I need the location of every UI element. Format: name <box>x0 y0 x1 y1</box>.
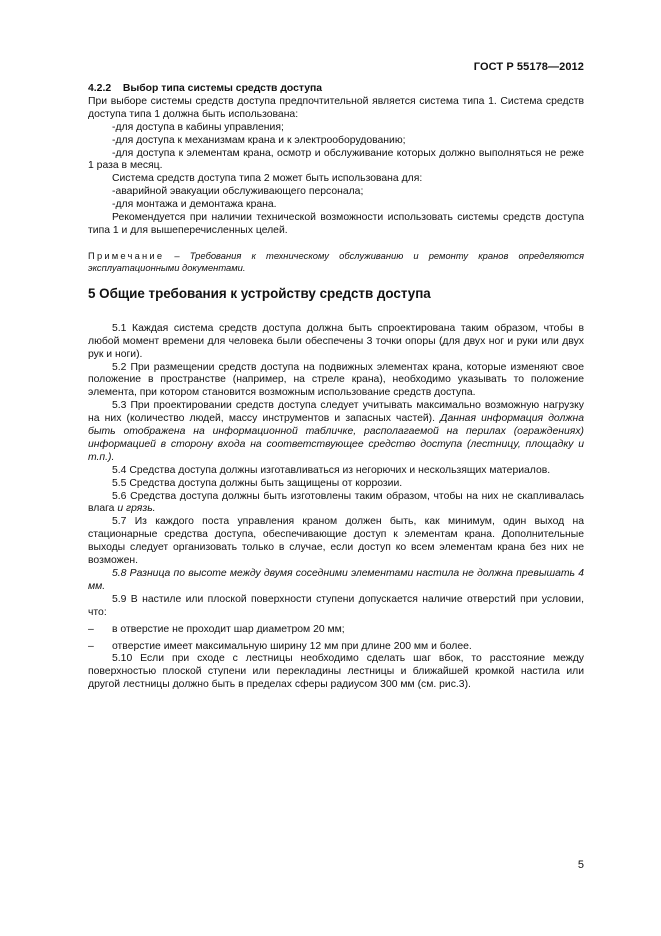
subsection-number: 4.2.2 <box>88 83 112 94</box>
dash-marker: – <box>88 640 94 652</box>
note-text: – Требования к техническому обслуживанию и ремонту кранов определяются эксплуатационными документами. <box>88 249 584 273</box>
list-item-dash <box>88 624 584 637</box>
note <box>88 250 584 274</box>
paragraph-5-10: 5.10 Если при сходе с лестницы необходимо сделать шаг вбок, то расстояние между поверхностью плоской ступени или перекладины лестницы и ближайшей кромкой настила или другой лестницы должно быть в пределах сферы радиусом 300 мм (см. рис.3). <box>88 653 584 691</box>
subsection-title: Выбор типа системы средств доступа <box>122 83 323 94</box>
paragraph-5-9: 5.9 В настиле или плоской поверхности ступени допускается наличие отверстий при условии, что: <box>88 593 584 618</box>
list-item: -для доступа к механизмам крана и к электрооборудованию; <box>112 134 406 146</box>
paragraph-5-7: 5.7 Из каждого поста управления краном должен быть, как минимум, один выход на стационарные средства доступа, обеспечивающие доступ к элементам крана. Дополнительные выходы следует организовать только в случае, если доступ ко всем элементам крана без них не возможен. <box>88 516 584 567</box>
paragraph-5-2: 5.2 При размещении средств доступа на подвижных элементах крана, которые изменяют свое положение в пространстве (например, на стреле крана), необходимо указывать то положение элемента, при котором становится возможным использование средств доступа. <box>88 361 584 399</box>
paragraph-5-8: 5.8 Разница по высоте между двумя соседними элементами настила не должна превышать 4 мм. <box>88 568 584 592</box>
paragraph-text: При выборе системы средств доступа предпочтительной является система типа 1. Система средств доступа типа 1 должна быть использована: <box>88 95 584 120</box>
section-5-title: 5 Общие требования к устройству средств доступа <box>88 285 431 301</box>
note-label: Примечание <box>88 249 165 261</box>
dash-item-text: отверстие имеет максимальную ширину 12 мм при длине 200 мм и более. <box>112 640 472 652</box>
paragraph-5-5: 5.5 Средства доступа должны быть защищены от коррозии. <box>112 477 403 489</box>
subsection-heading-4-2-2 <box>88 83 584 96</box>
document-body <box>88 83 584 692</box>
paragraph-5-6-text: 5.6 Средства доступа должны быть изготовлены таким образом, чтобы на них не скапливалась влага <box>88 490 584 515</box>
list-item: -для доступа к элементам крана, осмотр и обслуживание которых должно выполняться не реже 1 раза в месяц. <box>88 147 584 172</box>
paragraph-5-3 <box>88 400 584 465</box>
list-item: -аварийной эвакуации обслуживающего персонала; <box>112 186 364 198</box>
paragraph-5-3-italic: Данная информация должна быть отображена на информационной табличке, располагаемой на перилах (ограждениях) информацией в сторону входа на соответствующее средство доступа (лестницу, площадку и т.п.). <box>88 413 584 463</box>
list-item-dash <box>88 641 584 654</box>
paragraph: Система средств доступа типа 2 может быть использована для: <box>112 173 423 185</box>
dash-item-text: в отверстие не проходит шар диаметром 20 мм; <box>112 623 345 635</box>
paragraph: Рекомендуется при наличии технической возможности использовать системы средств доступа типа 1 и для вышеперечисленных целей. <box>88 212 584 236</box>
paragraph-5-6 <box>88 491 584 517</box>
paragraph <box>88 96 584 122</box>
page-number: 5 <box>577 859 584 871</box>
list-item: -для доступа в кабины управления; <box>112 121 284 133</box>
paragraph-5-6-italic: и грязь. <box>117 503 156 515</box>
paragraph-5-1: 5.1 Каждая система средств доступа должна быть спроектирована таким образом, чтобы в любой момент времени для человека были обеспечены 3 точки опоры (для двух ног и руки или двух рук и ноги). <box>88 322 584 360</box>
dash-marker: – <box>88 623 94 635</box>
paragraph-5-3-text: 5.3 При проектировании средств доступа следует учитывать максимально возможную нагрузку на них (количество людей, массу инструментов и запасных частей). <box>88 400 584 425</box>
standard-header: ГОСТ Р 55178—2012 <box>473 61 584 73</box>
paragraph-5-4: 5.4 Средства доступа должны изготавливаться из негорючих и нескользящих материалов. <box>112 464 551 476</box>
list-item: -для монтажа и демонтажа крана. <box>112 199 277 211</box>
